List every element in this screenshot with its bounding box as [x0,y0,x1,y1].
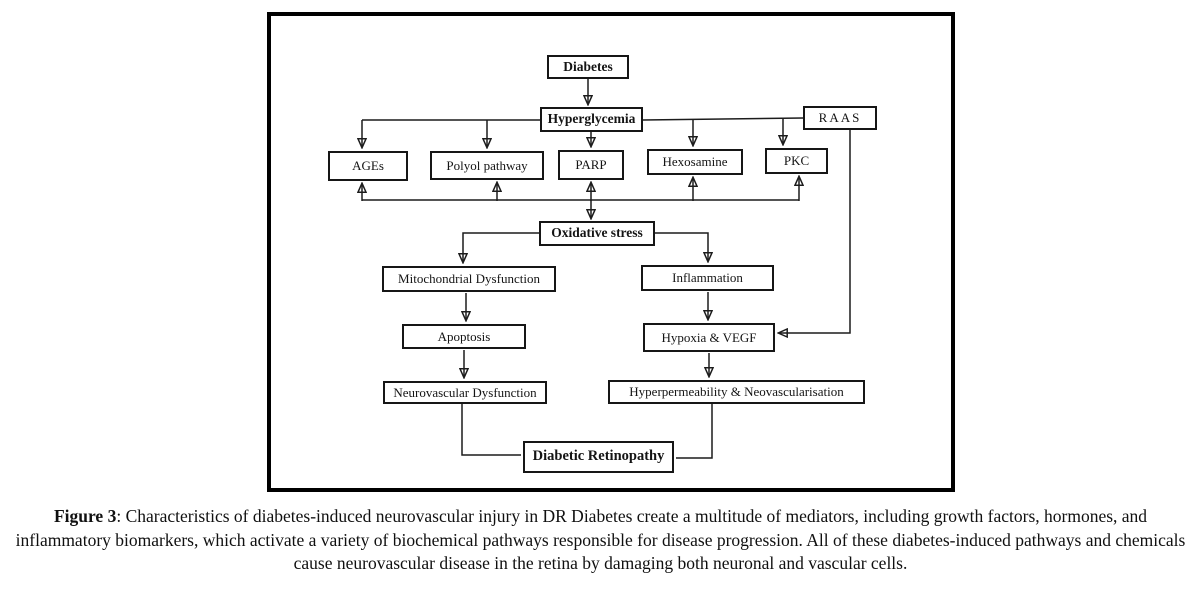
node-hypoxia-vegf: Hypoxia & VEGF [643,323,775,352]
edge-hyperpermeability-to-retinopathy [676,404,712,458]
figure-caption-label: Figure 3 [53,506,117,526]
node-raas: RAAS [803,106,877,130]
node-hexosamine: Hexosamine [647,149,743,175]
node-oxidative-stress: Oxidative stress [539,221,655,246]
figure-caption [0,505,1201,576]
node-hyperglycemia: Hyperglycemia [540,107,643,132]
node-ages: AGEs [328,151,408,181]
node-diabetic-retinopathy: Diabetic Retinopathy [523,441,674,473]
node-mitochondrial-dysfunction: Mitochondrial Dysfunction [382,266,556,292]
edge-hyperglycemia-to-raas-line [643,118,803,120]
node-pkc: PKC [765,148,828,174]
edge-neurovascular-to-retinopathy [462,404,521,455]
figure-caption-text: : Characteristics of diabetes-induced neurovascular injury in DR Diabetes create a multitude of mediators, including growth factors, hormones, and inflammatory biomarkers, which activate a variety of biochemical pathways responsible for disease progression. All of these diabetes-induced pathways and chemicals cause neurovascular disease in the retina by damaging both neuronal and vascular cells. [15,506,1186,574]
node-inflammation: Inflammation [641,265,774,291]
node-polyol-pathway: Polyol pathway [430,151,544,180]
node-diabetes: Diabetes [547,55,629,79]
node-apoptosis: Apoptosis [402,324,526,349]
edge-oxidative-to-mitochondrial [463,233,539,262]
node-neurovascular-dysfunction: Neurovascular Dysfunction [383,381,547,404]
node-hyperpermeability-neovascularisation: Hyperpermeability & Neovascularisation [608,380,865,404]
flow-diagram [267,12,955,492]
edge-oxidative-to-inflammation [655,233,708,261]
diagram-connectors [267,12,955,492]
node-parp: PARP [558,150,624,180]
